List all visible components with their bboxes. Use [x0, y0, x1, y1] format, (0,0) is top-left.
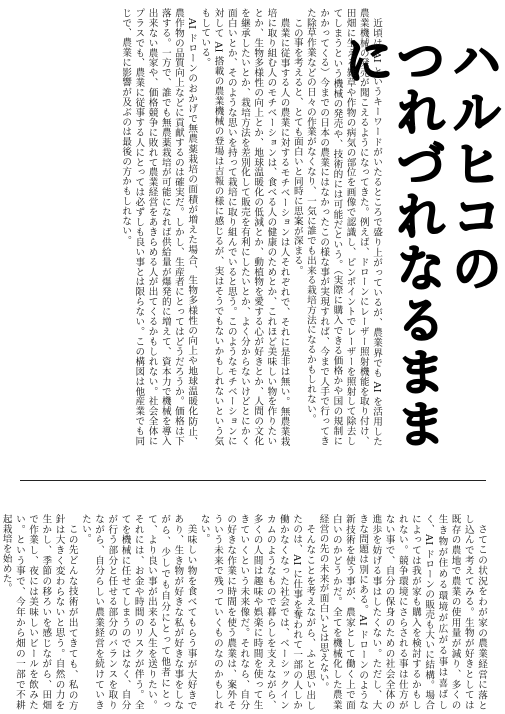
paragraph: この事を考えると、とても面白いと同時に思案が深まる。: [291, 17, 303, 275]
article-bottom-block: [0, 514, 488, 710]
paragraph: そんなことを考えながら、ふと思い出したのは、AI に仕事を奪われて一部の人しか働かなくなった社会では、ベーシックインカムのようなもので暮らしを支えながら、多くの人間は趣味や娯楽に時間を使って生きていくという未来像だ。それなら、自分の好きな作業に時間を使う農業は、案外そういう未来で残っていくものなのかもしれない。: [198, 514, 316, 710]
article-top-block: [18, 8, 383, 446]
paragraph: 農業に従事する人の農業に対するモチベーションは人それぞれで、それに是非は無い。無農業栽培に取り組む人のモチベーションは、食べる人の健康のためとか、これほど美味しい物を作りたいとか、生物多様性の向上とか、地球温暖化の低減とか、動植物を愛する心が好きとか、人間の文化を継承したいとか、栽培方法を差別化して販売を有利にしたいとか、よく分からないけどとにかく面白いとか、そのような思いを持って栽培に取り組んでいると思う。このようなモチベーションに対して AI 搭載の農業機械の登場は吉報の様に感じるが、実はそうでもないかもしれないという気もしている。: [199, 8, 290, 446]
paragraph: 美味しい物を食べてもらう事が大好きであり、生き物が好きな私が好きな事をしながら、少しでも自分にとって他者にとって、より良い事が出来る人生を送りたい。それには、お金や時間のリスクが伴う。全てを機械に任せてしまうのではなく、自分が行う部分と任せる部分のバランスを取りながら、自分らしい農業経営を続けていきたい。: [79, 514, 197, 710]
paragraph: AI ドローンのおかげで無農薬栽培の面積が増えた場合、生物多様性の向上や地球温暖化防止、農作物の品質向上などに貢献するのは確実だ。しかし、生産者にとってはどうだろうか。価格は下落する。一方で、誰でも無農薬栽培が可能になれば供給量が爆発的に増えて、資本力で機械を導入出来ない農家や、価格競争に敗れて農業経営をあきらめる人が出てくるかもしれない。社会全体にプラスでも、農業に従事する人にとっては必ずしも良い事とは限らない。この構図は他産業でも同じで、農業に影響が及ぶのは最後の方かもしれない。: [120, 8, 198, 446]
paragraph: 近頃は AI というキーワードがいたるところで盛り上がっているが、農業界でも AI を活用した農業機械の発売が聞こえるようになってきた。例えば、ドローンにレーザー照射機能を取り付け、田畑に生える雑草や作物の病気の部位を画像で認識し、ピンポイントでレーザーを照射して除去してしまうという機械の発売や、技術的には可能だという。（実際に購入できる価格かや国の規制にかかってくる）今までの日本の農業にはなかったこの様な事が実現すれば、今まで人手で行ってきた除草作業などの日々の作業がなくなり、一気に誰でも出来る栽培方法になるかもしれない。: [304, 8, 382, 446]
paragraph: さてこの状況をわが家の農業経営に落とし込んで考えてみる。生物が好きとしては既存の農地で農業の使用量が減り、多くの生き物が住める環境が広がる事は喜ばしく、AI ドローンの販売も大いに結構。場合によっては我が家も購入を検討するかもしれない。競争環境にさらされる事は仕方がない事で、自分の保身のための社会全体の進歩を妨げる事はしたくない。ただし、大きな問題は別にある。AI ドローンのような新技術を使う事が、農家として働く上で面白いのかどうかだ。全てを機械化した農業経営の先の未来が面白いとは思えない。: [317, 514, 487, 710]
title-line-2: つれづれなるままに: [336, 34, 446, 450]
section-divider: [20, 480, 486, 481]
paragraph: この先どんな技術が出てきても、私の方針は大きく変わらないと思う。自然の力を生かし、季節の移ろいを感じながら、田畑で作業し、夜には美味しいビールを飲みたい。という事で、今年から畑の一部で不耕起栽培を始めた。: [0, 514, 78, 710]
title-line-1: ハルヒコの: [444, 34, 502, 294]
